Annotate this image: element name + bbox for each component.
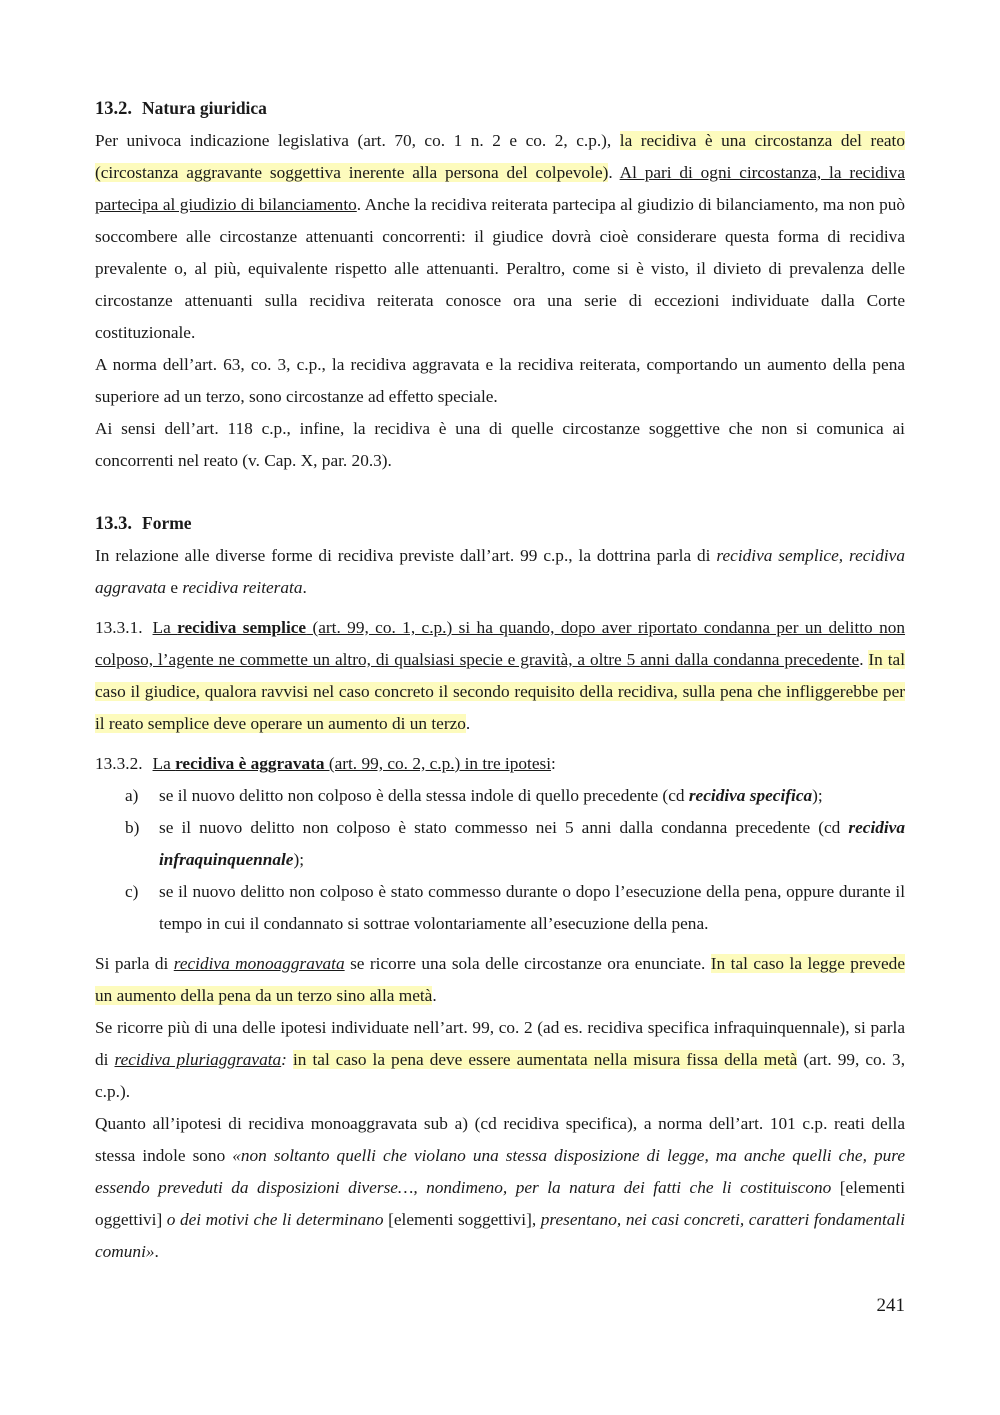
paragraph-monoaggravata: [95, 948, 905, 1012]
italic-quote: o dei motivi che li determinano: [166, 1210, 384, 1229]
text-span: . Anche la recidiva reiterata partecipa al giudizio di bilanciamento, ma non può soccombere alle circostanze attenuanti concorrenti: il giudice dovrà cioè considerare questa forma di recidiva prevalente o, al più, equivalente rispetto alle attenuanti. Peraltro, come si è visto, il divieto di prevalenza delle circostanze attenuanti sulla recidiva reiterata conosce ora una serie di eccezioni individuate dalla Corte costituzionale.: [95, 195, 905, 342]
text-span: .: [859, 650, 869, 669]
text-span: :: [551, 754, 556, 773]
paragraph-13-3-2: [95, 748, 905, 780]
italic-text: recidiva reiterata: [182, 578, 303, 597]
underlined-text: (art. 99, co. 2, c.p.) in tre ipotesi: [324, 754, 552, 773]
underlined-text: La: [152, 618, 178, 637]
bold-italic-term: recidiva specifica: [688, 786, 813, 805]
list-item: [95, 780, 905, 812]
italic-quote: presentano, nei casi concreti, caratteri fondamentali comuni»: [95, 1210, 906, 1261]
list-marker: a): [125, 786, 139, 805]
text-span: );: [812, 786, 823, 805]
underlined-text: Al pari di ogni circostanza, la recidiva partecipa al giudizio di bilanciamento: [95, 163, 905, 214]
text-span: .: [608, 163, 620, 182]
hypotheses-list: [95, 780, 905, 940]
text-span: .: [432, 986, 437, 1005]
italic-quote: «non soltanto quelli che violano una stessa disposizione di legge, ma anche quelli che, pure essendo preveduti da disposizioni diverse…, nondimeno, per la natura dei fatti che li costituiscono: [95, 1146, 905, 1197]
text-span: [elementi soggettivi],: [383, 1210, 541, 1229]
list-marker: b): [125, 818, 140, 837]
section-heading-13-2: [95, 92, 905, 125]
list-item-text: [159, 812, 905, 876]
text-span: .: [302, 578, 307, 597]
italic-underlined-term: recidiva pluriaggravata: [114, 1050, 282, 1069]
text-span: In relazione alle diverse forme di recidiva previste dall’art. 99 c.p., la dottrina parla di: [95, 546, 717, 565]
section-title: Forme: [142, 513, 192, 533]
paragraph-natura: [95, 125, 905, 349]
section-number: 13.3.: [95, 514, 132, 534]
paragraph-pluriaggravata: [95, 1012, 905, 1108]
paragraph-art118: Ai sensi dell’art. 118 c.p., infine, la recidiva è una di quelle circostanze soggettive che non si comunica ai concorrenti nel reato (v. Cap. X, par. 20.3).: [95, 419, 905, 470]
list-item: [95, 876, 905, 940]
subsection-number: 13.3.2.: [95, 754, 143, 773]
text-span: Quanto all’ipotesi di recidiva monoaggravata sub a) (cd recidiva specifica), a norma dell’art. 101 c.p. reati della stessa indole sono: [95, 1114, 905, 1165]
text-span: .: [154, 1242, 159, 1261]
section-number: 13.2.: [95, 99, 132, 119]
bold-underlined-term: recidiva semplice: [177, 618, 307, 637]
highlighted-text: in tal caso la pena deve essere aumentata nella misura fissa della metà: [292, 1050, 798, 1069]
page-body: [95, 92, 905, 1268]
text-span: [elementi oggettivi]: [95, 1178, 905, 1229]
text-span: :: [281, 1050, 293, 1069]
text-span: se il nuovo delitto non colposo è della stessa indole di quello precedente (cd: [159, 786, 689, 805]
italic-text: recidiva semplice, recidiva aggravata: [95, 546, 905, 597]
text-span: Se ricorre più di una delle ipotesi individuate nell’art. 99, co. 2 (ad es. recidiva specifica infraquinquennale), si parla di: [95, 1018, 905, 1069]
paragraph-13-3-1: [95, 612, 905, 740]
paragraph-art63: A norma dell’art. 63, co. 3, c.p., la recidiva aggravata e la recidiva reiterata, comportando un aumento della pena superiore ad un terzo, sono circostanze ad effetto speciale.: [95, 355, 905, 406]
text-span: e: [166, 578, 183, 597]
text-span: Per univoca indicazione legislativa (art. 70, co. 1 n. 2 e co. 2, c.p.),: [95, 131, 620, 150]
list-marker: c): [125, 882, 139, 901]
paragraph-art101: [95, 1108, 905, 1268]
text-span: se il nuovo delitto non colposo è stato commesso durante o dopo l’esecuzione della pena, oppure durante il tempo in cui il condannato si sottrae volontariamente all’esecuzione della pena.: [159, 882, 905, 933]
list-item: [95, 812, 905, 876]
highlighted-text: In tal caso la legge prevede un aumento della pena da un terzo sino alla metà: [95, 954, 905, 1005]
bold-italic-term: recidiva infraquinquennale: [159, 818, 905, 869]
italic-underlined-term: recidiva monoaggravata: [173, 954, 345, 973]
text-span: .: [465, 714, 471, 733]
highlighted-text: In tal caso il giudice, qualora ravvisi nel caso concreto il secondo requisito della recidiva, sulla pena che infliggerebbe per il reato semplice deve operare un aumento di un terzo: [95, 650, 905, 733]
text-span: Si parla di: [95, 954, 174, 973]
section-title: Natura giuridica: [142, 98, 267, 118]
highlighted-text: la recidiva è una circostanza del reato (circostanza aggravante soggettiva inerente alla persona del colpevole): [95, 131, 905, 182]
text-span: se ricorre una sola delle circostanze ora enunciate.: [344, 954, 711, 973]
text-span: se il nuovo delitto non colposo è stato commesso nei 5 anni dalla condanna precedente (cd: [159, 818, 849, 837]
underlined-text: (art. 99, co. 1, c.p.) si ha quando, dopo aver riportato condanna per un delitto non colposo, l’agente ne commette un altro, di qualsiasi specie e gravità, a oltre 5 anni dalla condanna precedente: [95, 618, 906, 669]
page-number: 241: [876, 1295, 905, 1316]
section-heading-13-3: [95, 507, 905, 540]
list-item-text: [159, 876, 905, 940]
text-span: );: [293, 850, 305, 869]
bold-underlined-term: recidiva è aggravata: [175, 754, 325, 773]
paragraph-forme-intro: [95, 540, 905, 604]
list-item-text: [159, 780, 905, 812]
text-span: (art. 99, co. 3, c.p.).: [95, 1050, 906, 1101]
subsection-number: 13.3.1.: [95, 618, 143, 637]
underlined-text: La: [152, 754, 176, 773]
